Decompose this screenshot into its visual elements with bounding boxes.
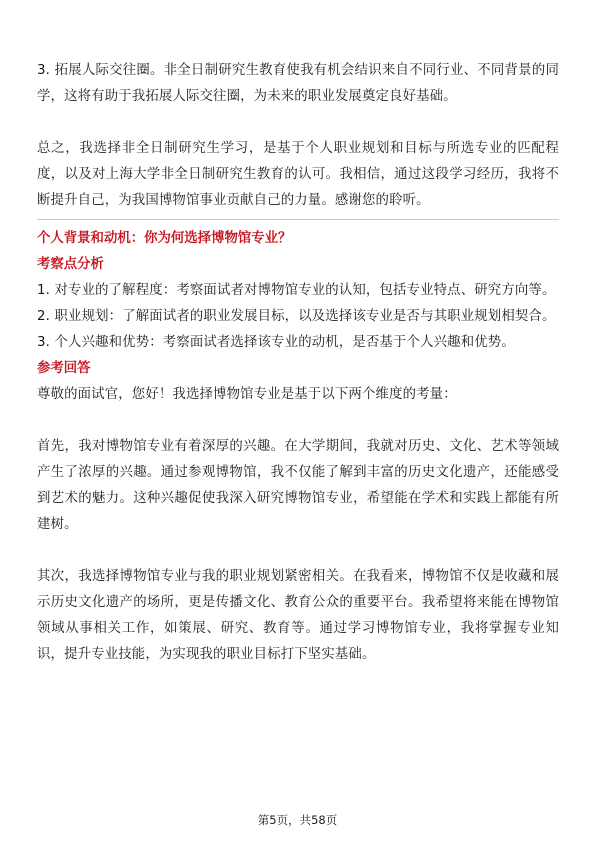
intro-summary: 总之，我选择非全日制研究生学习，是基于个人职业规划和目标与所选专业的匹配程度，以及对上海大学非全日制研究生教育的认可。我相信，通过这段学习经历，我将不断提升自己，为我国博物馆事业贡献自己的力量。感谢您的聆听。	[37, 141, 559, 208]
answer-paragraph: 尊敬的面试官，您好！我选择博物馆专业是基于以下两个维度的考量：	[37, 387, 457, 402]
answer-label: 参考回答	[37, 361, 91, 376]
analysis-item: 1. 对专业的了解程度：考察面试者对博物馆专业的认知，包括专业特点、研究方向等。	[37, 283, 556, 298]
answer-paragraph: 其次，我选择博物馆专业与我的职业规划紧密相关。在我看来，博物馆不仅是收藏和展示历史文化遗产的场所，更是传播文化、教育公众的重要平台。我希望将来能在博物馆领域从事相关工作，如策展、研究、教育等。通过学习博物馆专业，我将掌握专业知识，提升专业技能，为实现我的职业目标打下坚实基础。	[37, 569, 559, 662]
document-body	[37, 58, 559, 668]
analysis-label: 考察点分析	[37, 257, 104, 272]
analysis-item: 3. 个人兴趣和优势：考察面试者选择该专业的动机，是否基于个人兴趣和优势。	[37, 335, 515, 350]
question-title: 个人背景和动机：你为何选择博物馆专业？	[37, 231, 292, 246]
intro-point-3: 3. 拓展人际交往圈。非全日制研究生教育使我有机会结识来自不同行业、不同背景的同学，这将有助于我拓展人际交往圈，为未来的职业发展奠定良好基础。	[37, 63, 559, 104]
analysis-item: 2. 职业规划：了解面试者的职业发展目标，以及选择该专业是否与其职业规划相契合。	[37, 309, 556, 324]
section-divider	[37, 219, 559, 220]
page-number: 第5页，共58页	[257, 813, 338, 827]
answer-paragraph: 首先，我对博物馆专业有着深厚的兴趣。在大学期间，我就对历史、文化、艺术等领域产生了浓厚的兴趣。通过参观博物馆，我不仅能了解到丰富的历史文化遗产，还能感受到艺术的魅力。这种兴趣促使我深入研究博物馆专业，希望能在学术和实践上都能有所建树。	[37, 439, 559, 532]
